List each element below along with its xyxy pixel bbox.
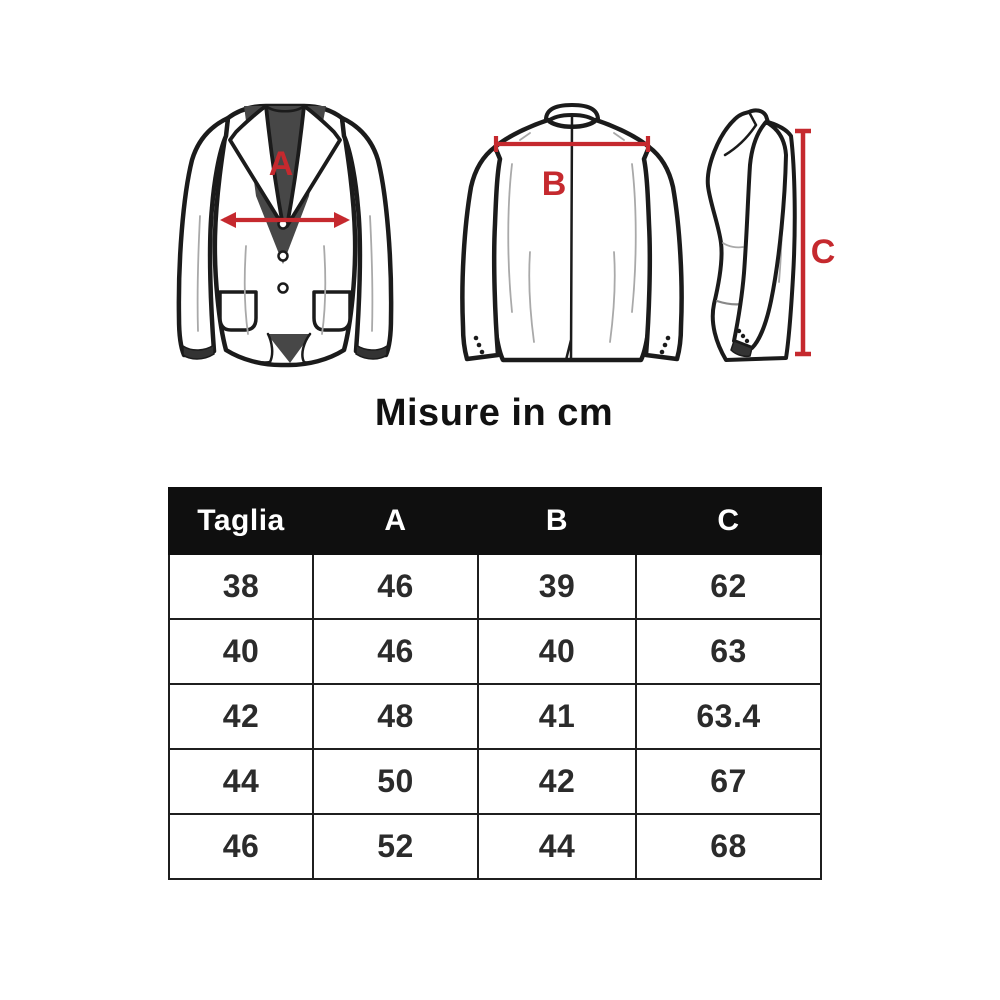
- measure-label-c: C: [810, 233, 836, 271]
- cell-taglia-row3: 42: [169, 684, 313, 749]
- header-cell-taglia: Taglia: [169, 488, 313, 554]
- measure-label-a: A: [268, 145, 294, 183]
- page-title: Misure in cm: [374, 392, 614, 434]
- size-table-body: [169, 554, 821, 879]
- cell-b-row4: 42: [478, 749, 636, 814]
- cell-c-row5: 68: [636, 814, 821, 879]
- cell-c-row2: 63: [636, 619, 821, 684]
- table-row-44: [169, 749, 821, 814]
- cell-a-row3: 48: [313, 684, 478, 749]
- back-left-sleeve: [462, 147, 500, 359]
- table-row-42: [169, 684, 821, 749]
- header-cell-a: A: [313, 488, 478, 554]
- cell-taglia-row4: 44: [169, 749, 313, 814]
- cell-b-row1: 39: [478, 554, 636, 619]
- front-button-2: [279, 252, 288, 261]
- jacket-front-illustration: [170, 96, 400, 376]
- cell-taglia-row5: 46: [169, 814, 313, 879]
- cell-a-row4: 50: [313, 749, 478, 814]
- cell-taglia-row1: 38: [169, 554, 313, 619]
- cell-c-row3: 63.4: [636, 684, 821, 749]
- table-row-38: [169, 554, 821, 619]
- cell-b-row3: 41: [478, 684, 636, 749]
- cell-c-row4: 67: [636, 749, 821, 814]
- cell-b-row5: 44: [478, 814, 636, 879]
- back-right-sleeve: [644, 147, 682, 359]
- table-row-40: [169, 619, 821, 684]
- header-cell-c: C: [636, 488, 821, 554]
- size-table: [168, 487, 822, 880]
- front-button-3: [279, 284, 288, 293]
- cell-c-row1: 62: [636, 554, 821, 619]
- header-cell-b: B: [478, 488, 636, 554]
- front-left-pocket: [220, 292, 256, 330]
- jacket-back-illustration: [450, 102, 690, 374]
- cell-taglia-row2: 40: [169, 619, 313, 684]
- jacket-side-illustration: [693, 107, 843, 369]
- cell-a-row5: 52: [313, 814, 478, 879]
- size-table-header-row: [169, 488, 821, 554]
- front-right-pocket: [314, 292, 350, 330]
- cell-a-row1: 46: [313, 554, 478, 619]
- table-row-46: [169, 814, 821, 879]
- cell-b-row2: 40: [478, 619, 636, 684]
- measure-label-b: B: [541, 165, 567, 203]
- measure-line-c: [795, 131, 811, 354]
- cell-a-row2: 46: [313, 619, 478, 684]
